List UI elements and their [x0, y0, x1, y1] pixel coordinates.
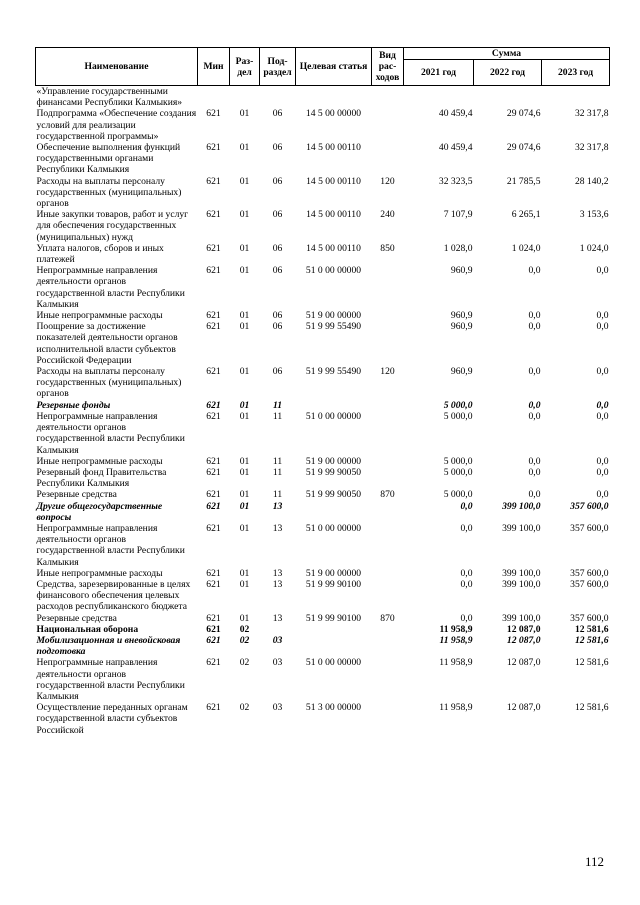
- cell-sum-2022: 6 265,1: [511, 209, 541, 221]
- cell-name: Резервный фонд Правительства Республики Калмыкия: [36, 466, 167, 490]
- cell-sum-2022: 0,0: [528, 366, 541, 378]
- cell-sum-2023: 32 317,8: [574, 108, 609, 120]
- cell-target-article: 14 5 00 00110: [306, 242, 361, 254]
- cell-sum-2023: 28 140,2: [574, 175, 609, 187]
- cell-sum-2022: 29 074,6: [506, 108, 541, 120]
- cell-target-article: 51 9 99 55490: [305, 366, 362, 378]
- table-row: [36, 635, 610, 657]
- cell-expense-type: 870: [380, 489, 395, 501]
- cell-target-article: 14 5 00 00110: [306, 142, 361, 154]
- cell-sum-2023: 0,0: [596, 466, 609, 478]
- cell-name: Резервные средства: [36, 612, 117, 624]
- cell-min: 621: [206, 702, 221, 714]
- cell-sum-2023: 0,0: [596, 321, 609, 333]
- cell-razdel: 02: [239, 702, 250, 714]
- header-expense-type: Вид рас-ходов: [372, 48, 404, 86]
- cell-sum-2023: 32 317,8: [574, 142, 609, 154]
- cell-sum-2021: 5 000,0: [443, 489, 473, 501]
- cell-target-article: [296, 501, 372, 523]
- cell-expense-type: [372, 321, 404, 366]
- cell-expense-type: [372, 142, 404, 176]
- cell-razdel: 01: [239, 489, 250, 501]
- cell-sum-2022: 399 100,0: [502, 500, 541, 512]
- cell-podrazdel: 03: [272, 657, 283, 669]
- table-row: [36, 310, 610, 321]
- cell-min: 621: [206, 265, 221, 277]
- cell-target-article: 14 5 00 00110: [306, 209, 361, 221]
- cell-expense-type: [372, 400, 404, 411]
- cell-podrazdel: 06: [272, 310, 283, 322]
- cell-sum-2022: 0,0: [528, 321, 541, 333]
- cell-podrazdel: 13: [272, 500, 283, 512]
- cell-razdel: 01: [239, 578, 250, 590]
- header-year-2022: 2022 год: [474, 60, 542, 86]
- header-razdel: Раз-дел: [230, 48, 260, 86]
- cell-expense-type: [372, 657, 404, 702]
- cell-podrazdel: 11: [272, 455, 283, 467]
- cell-name: Непрограммные направления деятельности органов государственной власти Республики Калмыкия: [36, 657, 185, 702]
- cell-min: 621: [206, 612, 221, 624]
- cell-sum-2022: 0,0: [528, 455, 541, 467]
- cell-sum-2021: 0,0: [460, 578, 473, 590]
- cell-razdel: 02: [239, 634, 250, 646]
- cell-sum-2023: 0,0: [596, 366, 609, 378]
- table-row: [36, 613, 610, 624]
- cell-sum-2022: 29 074,6: [506, 142, 541, 154]
- cell-name: Непрограммные направления деятельности органов государственной власти Республики Калмыкия: [36, 410, 185, 456]
- cell-min: 621: [206, 578, 221, 590]
- cell-sum-2022: 12 087,0: [506, 623, 541, 635]
- cell-expense-type: [372, 624, 404, 635]
- cell-target-article: 51 9 00 00000: [305, 310, 362, 322]
- table-row: [36, 523, 610, 568]
- cell-razdel: 01: [239, 366, 250, 378]
- cell-razdel: 01: [239, 612, 250, 624]
- cell-target-article: 14 5 00 00000: [305, 108, 362, 120]
- table-row: [36, 400, 610, 411]
- cell-target-article: 51 9 99 90100: [305, 578, 362, 590]
- cell-podrazdel: 06: [272, 175, 283, 187]
- cell-sum-2022: 0,0: [528, 466, 541, 478]
- cell-razdel: 01: [239, 142, 250, 154]
- cell-sum-2022: 1 024,0: [511, 242, 541, 254]
- cell-expense-type: [372, 108, 404, 142]
- budget-table: [35, 47, 610, 736]
- cell-target-article: 14 5 00 00110: [306, 175, 361, 187]
- cell-podrazdel: [260, 86, 296, 109]
- cell-razdel: 01: [239, 175, 250, 187]
- cell-podrazdel: 03: [272, 702, 283, 714]
- table-row: [36, 142, 610, 176]
- cell-expense-type: [372, 310, 404, 321]
- cell-name: Расходы на выплаты персоналу государственных (муниципальных) органов: [36, 175, 182, 210]
- cell-sum-2021: 960,9: [450, 321, 473, 333]
- cell-sum-2021: 1 028,0: [443, 242, 473, 254]
- cell-expense-type: [372, 635, 404, 657]
- table-row: [36, 265, 610, 310]
- cell-sum-2023: 357 600,0: [570, 567, 609, 579]
- table-row: [36, 568, 610, 579]
- cell-expense-type: [372, 456, 404, 467]
- table-row: [36, 86, 610, 109]
- cell-min: 621: [206, 310, 221, 322]
- cell-sum-2021: 5 000,0: [443, 466, 473, 478]
- cell-target-article: 51 9 99 90050: [305, 466, 362, 478]
- table-header: [36, 48, 610, 86]
- cell-podrazdel: 11: [272, 489, 283, 501]
- table-row: [36, 108, 610, 142]
- cell-name: Поощрение за достижение показателей деятельности органов исполнительной власти субъектов Российской Федерации: [36, 321, 178, 366]
- cell-podrazdel: 11: [272, 399, 283, 411]
- cell-name: Иные непрограммные расходы: [36, 567, 163, 579]
- cell-sum-2022: 12 087,0: [506, 702, 541, 714]
- cell-expense-type: 240: [380, 209, 395, 221]
- cell-sum-2022: 0,0: [528, 489, 541, 501]
- cell-sum-2022: 399 100,0: [502, 567, 541, 579]
- cell-razdel: 02: [239, 623, 250, 635]
- cell-min: 621: [206, 366, 221, 378]
- cell-expense-type: [372, 501, 404, 523]
- cell-sum-2021: 32 323,5: [438, 175, 473, 187]
- cell-sum-2021: 0,0: [460, 522, 473, 534]
- cell-razdel: 01: [239, 265, 250, 277]
- cell-sum-2021: 5 000,0: [443, 410, 473, 422]
- cell-min: 621: [206, 321, 221, 333]
- cell-sum-2021: 7 107,9: [443, 209, 473, 221]
- cell-min: 621: [206, 399, 221, 411]
- table-row: [36, 657, 610, 702]
- cell-sum-2021: 960,9: [450, 366, 473, 378]
- table-row: [36, 579, 610, 613]
- cell-target-article: [296, 86, 372, 109]
- cell-sum-2023: 0,0: [596, 310, 609, 322]
- cell-target-article: [296, 624, 372, 635]
- cell-sum-2021: 0,0: [460, 567, 473, 579]
- cell-podrazdel: 13: [272, 578, 283, 590]
- cell-sum-2021: 11 958,9: [439, 702, 473, 714]
- cell-podrazdel: 11: [272, 466, 283, 478]
- cell-sum-2023: 12 581,6: [574, 623, 609, 635]
- cell-name: Непрограммные направления деятельности органов государственной власти Республики Калмыкия: [36, 265, 185, 310]
- cell-name: Подпрограмма «Обеспечение создания условий для реализации государственной программы»: [36, 108, 197, 142]
- cell-razdel: 01: [239, 567, 250, 579]
- cell-podrazdel: 06: [272, 242, 283, 254]
- cell-sum-2022: 399 100,0: [502, 612, 541, 624]
- cell-min: 621: [206, 209, 221, 221]
- cell-sum-2023: 357 600,0: [570, 578, 609, 590]
- cell-razdel: 01: [239, 321, 250, 333]
- cell-min: 621: [206, 500, 221, 512]
- cell-target-article: 51 9 99 90050: [305, 489, 362, 501]
- cell-min: 621: [206, 522, 221, 534]
- cell-target-article: 51 3 00 00000: [305, 702, 362, 714]
- cell-sum-2021: 5 000,0: [443, 455, 473, 467]
- cell-min: 621: [206, 242, 221, 254]
- cell-sum-2023: 12 581,6: [574, 702, 609, 714]
- cell-sum-2021: 5 000,0: [443, 399, 473, 411]
- cell-name: Расходы на выплаты персоналу государственных (муниципальных) органов: [36, 366, 182, 400]
- cell-sum-2021: 960,9: [450, 265, 473, 277]
- cell-sum-2022: 21 785,5: [506, 175, 541, 187]
- cell-razdel: 01: [239, 209, 250, 221]
- cell-target-article: 51 0 00 00000: [305, 410, 362, 422]
- cell-expense-type: [372, 467, 404, 489]
- cell-target-article: 51 9 99 55490: [305, 321, 362, 333]
- cell-sum-2021: 11 958,9: [439, 623, 473, 635]
- cell-sum-2023: 12 581,6: [574, 634, 609, 646]
- cell-razdel: 01: [239, 466, 250, 478]
- cell-target-article: 51 9 00 00000: [305, 455, 362, 467]
- cell-name: Иные непрограммные расходы: [36, 455, 163, 467]
- cell-sum-2023: [542, 86, 610, 109]
- cell-min: 621: [206, 466, 221, 478]
- cell-expense-type: 870: [380, 612, 395, 624]
- cell-name: Резервные средства: [36, 489, 117, 501]
- cell-target-article: 51 0 00 00000: [305, 657, 362, 669]
- cell-razdel: 01: [239, 522, 250, 534]
- cell-sum-2022: 399 100,0: [502, 578, 541, 590]
- cell-expense-type: [372, 579, 404, 613]
- cell-sum-2023: 0,0: [596, 265, 609, 277]
- cell-sum-2022: 12 087,0: [506, 657, 541, 669]
- cell-target-article: 51 0 00 00000: [305, 265, 362, 277]
- cell-podrazdel: 03: [272, 634, 283, 646]
- header-year-2021: 2021 год: [404, 60, 474, 86]
- table-row: [36, 456, 610, 467]
- cell-sum-2022: 12 087,0: [506, 634, 541, 646]
- cell-name: Уплата налогов, сборов и иных платежей: [36, 242, 164, 266]
- cell-podrazdel: 06: [272, 142, 283, 154]
- cell-min: 621: [206, 657, 221, 669]
- cell-sum-2021: 40 459,4: [438, 142, 473, 154]
- table-row: [36, 489, 610, 500]
- cell-podrazdel: 11: [272, 410, 283, 422]
- header-target-article: Целевая статья: [296, 48, 372, 86]
- cell-razdel: 01: [239, 455, 250, 467]
- cell-min: 621: [206, 489, 221, 501]
- table-row: [36, 243, 610, 265]
- cell-target-article: 51 0 00 00000: [305, 522, 362, 534]
- cell-sum-2022: [474, 86, 542, 109]
- cell-podrazdel: 06: [272, 366, 283, 378]
- cell-razdel: 01: [239, 399, 250, 411]
- cell-expense-type: [372, 86, 404, 109]
- cell-sum-2023: 357 600,0: [570, 522, 609, 534]
- table-row: [36, 624, 610, 635]
- cell-sum-2022: 0,0: [528, 410, 541, 422]
- cell-name: Другие общегосударственные вопросы: [36, 500, 163, 523]
- table-row: [36, 321, 610, 366]
- page-number: 112: [585, 854, 605, 869]
- cell-sum-2023: 0,0: [596, 455, 609, 467]
- table-row: [36, 467, 610, 489]
- cell-expense-type: [372, 523, 404, 568]
- cell-name: Резервные фонды: [36, 399, 111, 411]
- cell-name: Национальная оборона: [36, 623, 139, 635]
- cell-podrazdel: 06: [272, 209, 283, 221]
- cell-min: 621: [206, 567, 221, 579]
- cell-podrazdel: 13: [272, 612, 283, 624]
- cell-sum-2021: 11 958,9: [439, 634, 473, 646]
- cell-razdel: 01: [239, 242, 250, 254]
- header-podrazdel: Под-раздел: [260, 48, 296, 86]
- header-name: Наименование: [36, 48, 198, 86]
- cell-name: Средства, зарезервированные в целях финансового обеспечения целевых расходов республиканского бюджета: [36, 578, 191, 613]
- header-min: Мин: [198, 48, 230, 86]
- cell-min: 621: [206, 455, 221, 467]
- cell-razdel: [230, 86, 260, 109]
- cell-sum-2023: 1 024,0: [579, 242, 609, 254]
- cell-razdel: 02: [239, 657, 250, 669]
- cell-sum-2023: 357 600,0: [570, 612, 609, 624]
- cell-expense-type: [372, 265, 404, 310]
- cell-sum-2023: 12 581,6: [574, 657, 609, 669]
- cell-sum-2021: [404, 86, 474, 109]
- cell-podrazdel: 13: [272, 522, 283, 534]
- cell-sum-2023: 0,0: [596, 489, 609, 501]
- cell-sum-2023: 3 153,6: [579, 209, 609, 221]
- cell-expense-type: 850: [380, 242, 395, 254]
- table-row: [36, 366, 610, 400]
- cell-razdel: 01: [239, 310, 250, 322]
- cell-podrazdel: 06: [272, 265, 283, 277]
- cell-podrazdel: [260, 624, 296, 635]
- cell-min: 621: [206, 410, 221, 422]
- cell-sum-2022: 0,0: [528, 399, 541, 411]
- cell-sum-2023: 0,0: [596, 410, 609, 422]
- cell-expense-type: [372, 411, 404, 456]
- cell-name: Иные непрограммные расходы: [36, 310, 163, 322]
- cell-expense-type: 120: [380, 175, 395, 187]
- cell-podrazdel: 06: [272, 108, 283, 120]
- cell-min: 621: [206, 142, 221, 154]
- cell-min: 621: [206, 623, 221, 635]
- cell-target-article: 51 9 99 90100: [305, 612, 362, 624]
- cell-name: Непрограммные направления деятельности органов государственной власти Республики Калмыкия: [36, 522, 185, 568]
- cell-expense-type: 120: [380, 366, 395, 378]
- cell-min: 621: [206, 108, 221, 120]
- cell-name: Обеспечение выполнения функций государственными органами Республики Калмыкия: [36, 142, 181, 176]
- cell-sum-2023: 357 600,0: [570, 500, 609, 512]
- cell-sum-2021: 0,0: [460, 500, 473, 512]
- cell-sum-2021: 0,0: [460, 612, 473, 624]
- header-year-2023: 2023 год: [542, 60, 610, 86]
- cell-target-article: [296, 400, 372, 411]
- cell-podrazdel: 13: [272, 567, 283, 579]
- cell-name: Мобилизационная и вневойсковая подготовка: [36, 634, 181, 658]
- cell-name: Осуществление переданных органам государственной власти субъектов Российской: [36, 702, 188, 736]
- cell-sum-2022: 399 100,0: [502, 522, 541, 534]
- cell-sum-2022: 0,0: [528, 265, 541, 277]
- cell-sum-2021: 11 958,9: [439, 657, 473, 669]
- cell-sum-2021: 40 459,4: [438, 108, 473, 120]
- cell-podrazdel: 06: [272, 321, 283, 333]
- cell-min: 621: [206, 634, 221, 646]
- cell-expense-type: [372, 702, 404, 736]
- cell-target-article: [296, 635, 372, 657]
- table-row: [36, 209, 610, 243]
- cell-sum-2022: 0,0: [528, 310, 541, 322]
- header-sum: Сумма: [404, 48, 610, 60]
- cell-razdel: 01: [239, 410, 250, 422]
- cell-razdel: 01: [239, 108, 250, 120]
- table-row: [36, 501, 610, 523]
- table-body: [36, 86, 610, 736]
- cell-sum-2021: 960,9: [450, 310, 473, 322]
- cell-target-article: 51 9 00 00000: [305, 567, 362, 579]
- table-row: [36, 411, 610, 456]
- cell-expense-type: [372, 568, 404, 579]
- cell-name: «Управление государственными финансами Республики Калмыкия»: [36, 86, 183, 109]
- table-row: [36, 176, 610, 210]
- cell-razdel: 01: [239, 500, 250, 512]
- cell-sum-2023: 0,0: [596, 399, 609, 411]
- cell-name: Иные закупки товаров, работ и услуг для обеспечения государственных (муниципальных) нужд: [36, 209, 189, 243]
- table-row: [36, 702, 610, 736]
- cell-min: [198, 86, 230, 109]
- cell-min: 621: [206, 175, 221, 187]
